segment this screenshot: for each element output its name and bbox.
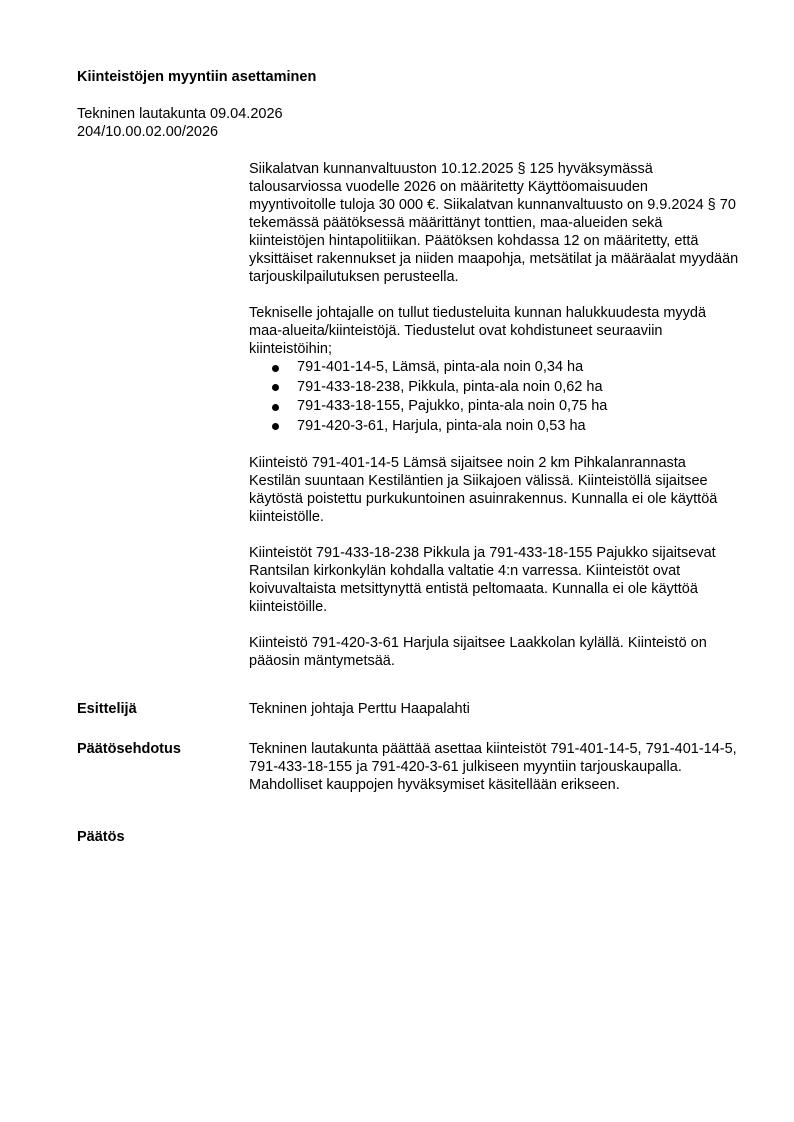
property-item: 791-420-3-61, Harjula, pinta-ala noin 0,53 ha — [297, 417, 586, 434]
property-list — [249, 358, 739, 436]
bullet-icon — [272, 423, 279, 430]
proposal-value: Tekninen lautakunta päättää asettaa kiinteistöt 791-401-14-5, 791-401-14-5, 791-433-18-155 ja 791-420-3-61 julkiseen myyntiin tarjouskaupalla. Mahdolliset kauppojen hyväksymiset käsitellään erikseen. — [249, 741, 737, 793]
property-item: 791-433-18-238, Pikkula, pinta-ala noin 0,62 ha — [297, 378, 603, 395]
property-item: 791-433-18-155, Pajukko, pinta-ala noin 0,75 ha — [297, 398, 608, 414]
paragraph-harjula: Kiinteistö 791-420-3-61 Harjula sijaitsee Laakkolan kylällä. Kiinteistö on pääosin mäntymetsää. — [249, 635, 707, 669]
document-body — [249, 160, 739, 688]
bullet-icon — [272, 384, 279, 391]
presenter-label: Esittelijä — [77, 701, 137, 717]
meeting-info: Tekninen lautakunta 09.04.2026 — [77, 106, 283, 122]
presenter-value: Tekninen johtaja Perttu Haapalahti — [249, 701, 470, 717]
paragraph-budget: Siikalatvan kunnanvaltuuston 10.12.2025 § 125 hyväksymässä talousarviossa vuodelle 2026 on määritetty Käyttöomaisuuden myyntivoitolle tuloja 30 000 €. Siikalatvan kunnanvaltuusto on 9.9.2024 § 70 tekemässä päätöksessä määrittänyt tonttien, maa-alueiden sekä kiinteistöjen hintapolitiikan. Päätöksen kohdassa 12 on määritetty, että yksittäiset rakennukset ja niiden maapohja, metsätilat ja määräalat myydään tarjouskilpailutuksen perusteella. — [249, 161, 739, 285]
meeting-meta — [77, 105, 283, 141]
list-item — [249, 417, 739, 437]
bullet-icon — [272, 365, 279, 372]
paragraph-pikkula-pajukko: Kiinteistöt 791-433-18-238 Pikkula ja 791-433-18-155 Pajukko sijaitsevat Rantsilan kirkonkylän kohdalla valtatie 4:n varressa. Kiinteistöt ovat koivuvaltaista metsittynyttä entistä peltomaata. Kunnalla ei ole käyttöä kiinteistöille. — [249, 545, 716, 615]
paragraph-lamsa: Kiinteistö 791-401-14-5 Lämsä sijaitsee noin 2 km Pihkalanrannasta Kestilän suuntaan Kestiläntien ja Siikajoen välissä. Kiinteistöllä sijaitsee käytöstä poistettu purkukuntoinen asuinrakennus. Kunnalla ei ole käyttöä kiinteistölle. — [249, 455, 718, 525]
list-item — [249, 358, 739, 378]
list-item — [249, 397, 739, 417]
property-item: 791-401-14-5, Lämsä, pinta-ala noin 0,34 ha — [297, 359, 584, 375]
proposal-label: Päätösehdotus — [77, 741, 181, 757]
document-title: Kiinteistöjen myyntiin asettaminen — [77, 69, 317, 85]
decision-label: Päätös — [77, 829, 125, 845]
reference-number: 204/10.00.02.00/2026 — [77, 124, 219, 140]
list-item — [249, 378, 739, 398]
bullet-icon — [272, 404, 279, 411]
paragraph-inquiries: Tekniselle johtajalle on tullut tiedusteluita kunnan halukkuudesta myydä maa-alueita/kiinteistöjä. Tiedustelut ovat kohdistuneet seuraaviin kiinteistöihin; — [249, 305, 707, 357]
